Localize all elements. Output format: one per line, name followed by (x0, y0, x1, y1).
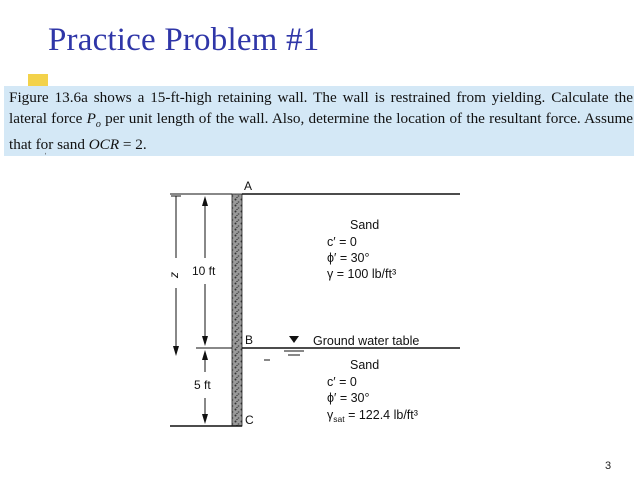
upper-height-label: 10 ft (192, 264, 216, 278)
lower-dim-arrow-bottom (202, 414, 208, 424)
problem-line-2-post: per unit length of the wall. Also, determine the location of (100, 109, 463, 127)
lower-unit-weight (327, 408, 418, 424)
stray-mark: ˈ (44, 152, 48, 163)
z-arrow-head (173, 346, 179, 356)
depth-variable-z: z (167, 272, 181, 278)
slide-title: Practice Problem #1 (48, 22, 320, 58)
gamma-subscript: sat (333, 414, 345, 424)
problem-line-2-pre: Calculate the lateral force (9, 89, 634, 127)
point-c-label: C (245, 413, 254, 427)
upper-cohesion: c′ = 0 (327, 235, 357, 249)
ocr-symbol: OCR (88, 136, 120, 154)
upper-dim-arrow-bottom (202, 336, 208, 346)
lower-friction-angle: ϕ′ = 30° (327, 391, 370, 405)
water-table-icon (289, 336, 299, 343)
retaining-wall (232, 194, 242, 426)
problem-line-3-post: = 2. (119, 136, 147, 154)
force-symbol: P (86, 109, 96, 127)
lower-height-label: 5 ft (194, 378, 211, 392)
lower-layer-name: Sand (350, 358, 380, 372)
upper-layer-name: Sand (350, 218, 380, 232)
gamma-symbol: γ (327, 408, 334, 422)
lower-cohesion: c′ = 0 (327, 375, 357, 389)
gamma-value: = 122.4 lb/ft³ (344, 408, 418, 422)
problem-line-3-pre: the resultant force. Assume that for sand (9, 109, 634, 154)
water-table-label: Ground water table (313, 334, 420, 348)
problem-line-1: Figure 13.6a shows a 15-ft-high retaining wall. The wall is restrained from yielding. (9, 89, 546, 106)
point-b-label: B (245, 333, 254, 347)
upper-friction-angle: ϕ′ = 30° (327, 251, 370, 265)
upper-dim-arrow-top (202, 196, 208, 206)
upper-unit-weight: γ = 100 lb/ft³ (327, 267, 397, 281)
point-a-label: A (244, 179, 253, 193)
force-subscript: o (95, 118, 101, 130)
lower-dim-arrow-top (202, 350, 208, 360)
page-number: 3 (605, 460, 612, 472)
